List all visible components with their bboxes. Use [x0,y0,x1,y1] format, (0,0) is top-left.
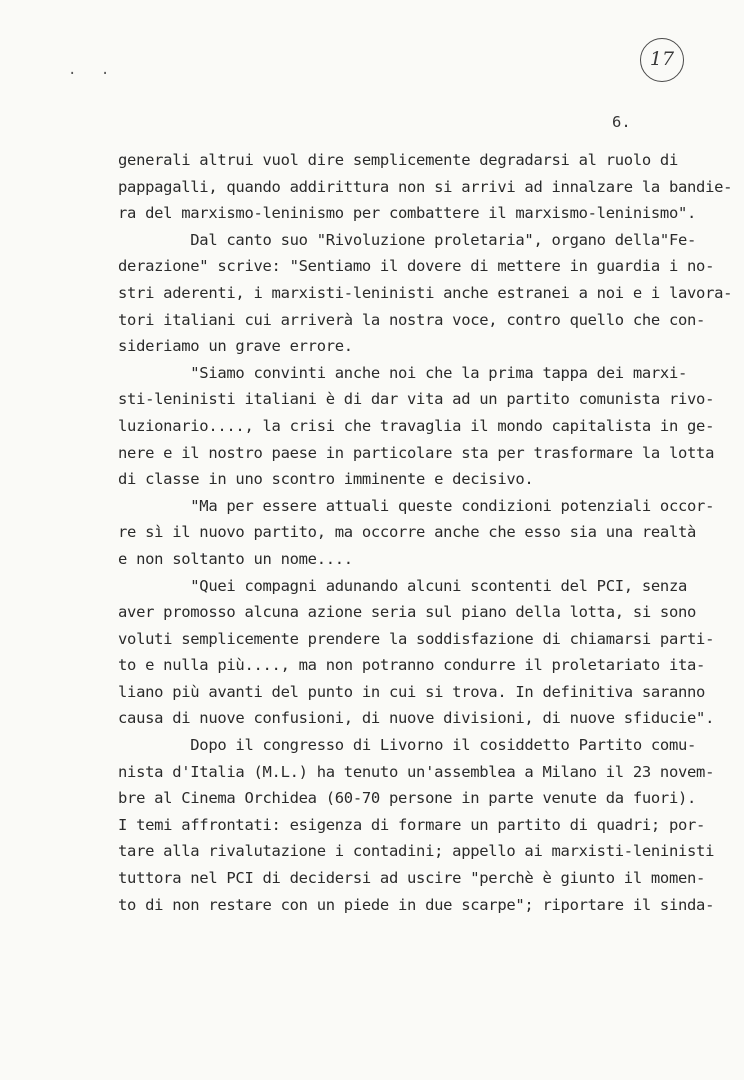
text-line: causa di nuove confusioni, di nuove divisioni, di nuove sfiducie". [118,709,715,728]
text-line: Dopo il congresso di Livorno il cosiddetto Partito comu- [118,736,697,755]
text-line: "Quei compagni adunando alcuni scontenti del PCI, senza [118,576,688,595]
text-line: nere e il nostro paese in particolare sta per trasformare la lotta [118,443,715,462]
text-line: tori italiani cui arriverà la nostra voce, contro quello che con- [118,310,706,329]
text-line: Dal canto suo "Rivoluzione proletaria", organo della"Fe- [118,230,697,249]
text-line: tare alla rivalutazione i contadini; appello ai marxisti-leninisti [118,842,715,861]
text-line: "Siamo convinti anche noi che la prima tappa dei marxi- [118,363,688,382]
text-line: stri aderenti, i marxisti-leninisti anche estranei a noi e i lavora- [118,283,733,302]
text-line: to di non restare con un piede in due scarpe"; riportare il sinda- [118,895,715,914]
text-line: nista d'Italia (M.L.) ha tenuto un'assemblea a Milano il 23 novem- [118,762,715,781]
text-line: aver promosso alcuna azione seria sul piano della lotta, si sono [118,603,697,622]
text-line: e non soltanto un nome.... [118,549,353,568]
body-text [118,147,733,918]
paper-specks: . . [68,62,118,78]
text-line: I temi affrontati: esigenza di formare un partito di quadri; por- [118,815,706,834]
text-line: tuttora nel PCI di decidersi ad uscire "perchè è giunto il momen- [118,869,706,888]
text-line: to e nulla più...., ma non potranno condurre il proletariato ita- [118,656,706,675]
text-line: sideriamo un grave errore. [118,337,353,356]
page-number: 6. [612,113,631,131]
handwritten-folio-number: 17 [640,38,684,82]
text-line: generali altrui vuol dire semplicemente degradarsi al ruolo di [118,151,678,169]
text-line: di classe in uno scontro imminente e decisivo. [118,470,534,489]
text-line: "Ma per essere attuali queste condizioni potenziali occor- [118,496,715,515]
text-line: ra del marxismo-leninismo per combattere il marxismo-leninismo". [118,204,697,223]
text-line: pappagalli, quando addirittura non si arrivi ad innalzare la bandie- [118,177,733,196]
text-line: sti-leninisti italiani è di dar vita ad un partito comunista rivo- [118,390,715,409]
text-line: voluti semplicemente prendere la soddisfazione di chiamarsi parti- [118,629,715,648]
text-line: derazione" scrive: "Sentiamo il dovere di mettere in guardia i no- [118,257,715,276]
text-line: bre al Cinema Orchidea (60-70 persone in parte venute da fuori). [118,789,697,808]
text-line: liano più avanti del punto in cui si trova. In definitiva saranno [118,682,706,701]
text-line: luzionario...., la crisi che travaglia il mondo capitalista in ge- [118,416,715,435]
text-line: re sì il nuovo partito, ma occorre anche che esso sia una realtà [118,523,697,542]
